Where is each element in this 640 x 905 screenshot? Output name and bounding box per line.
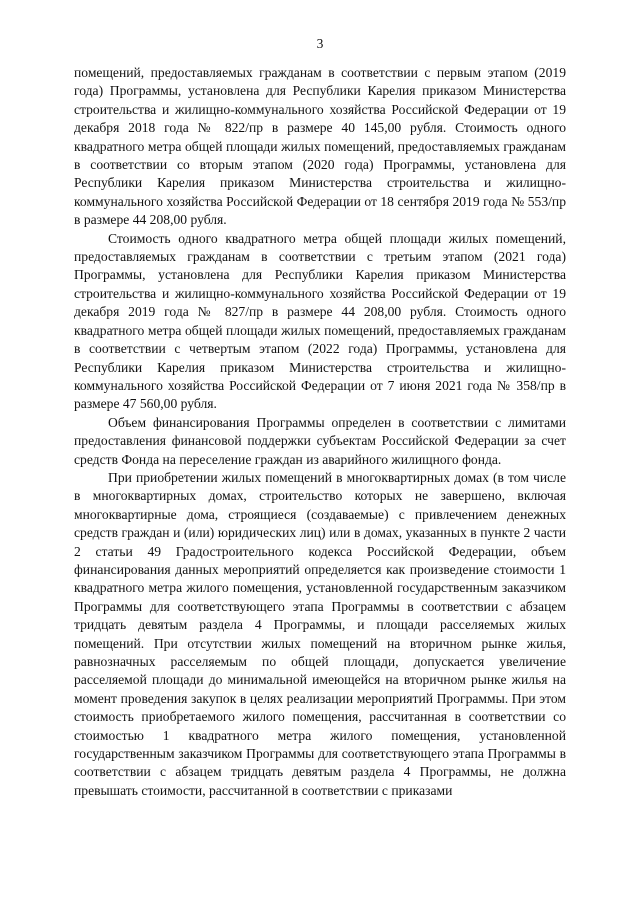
document-body	[74, 64, 566, 800]
paragraph-3: Объем финансирования Программы определен в соответствии с лимитами предоставления финансовой поддержки субъектам Российской Федерации за счет средств Фонда на переселение граждан из аварийного жилищного фонда.	[74, 414, 566, 467]
paragraph-1: помещений, предоставляемых гражданам в соответствии с первым этапом (2019 года) Программы, установлена для Республики Карелия приказом Министерства строительства и жилищно-коммунального хозяйства Российской Федерации от 19 декабря 2018 года № 822/пр в размере 40 145,00 рубля. Стоимость одного квадратного метра общей площади жилых помещений, предоставляемых гражданам в соответствии со вторым этапом (2020 года) Программы, установлена для Республики Карелия приказом Министерства строительства и жилищно-коммунального хозяйства Российской Федерации от 18 сентября 2019 года № 553/пр в размере 44 208,00 рубля.	[74, 65, 566, 228]
paragraph-4: При приобретении жилых помещений в многоквартирных домах (в том числе в многоквартирных домах, строительство которых не завершено, включая многоквартирные дома, строящиеся (создаваемые) с привлечением денежных средств граждан и (или) юридических лиц) или в домах, указанных в пункте 2 части 2 статьи 49 Градостроительного кодекса Российской Федерации, объем финансирования данных мероприятий определяется как произведение стоимости 1 квадратного метра жилого помещения, установленной государственным заказчиком Программы для соответствующего этапа Программы в соответствии с абзацем тридцать девятым раздела 4 Программы, и площади расселяемых жилых помещений. При отсутствии жилых помещений на вторичном рынке жилья, равнозначных расселяемым по общей площади, допускается увеличение расселяемой площади до минимальной имеющейся на вторичном рынке жилья на момент проведения закупок в целях реализации мероприятий Программы. При этом стоимость приобретаемого жилого помещения, рассчитанная в соответствии со стоимостью 1 квадратного метра жилого помещения, установленной государственным заказчиком Программы для соответствующего этапа Программы в соответствии с абзацем тридцать девятым раздела 4 Программы, не должна превышать стоимости, рассчитанной в соответствии с приказами	[74, 469, 566, 798]
paragraph-2: Стоимость одного квадратного метра общей площади жилых помещений, предоставляемых гражданам в соответствии с третьим этапом (2021 года) Программы, установлена для Республики Карелия приказом Министерства строительства и жилищно-коммунального хозяйства Российской Федерации от 19 декабря 2019 года № 827/пр в размере 44 208,00 рубля. Стоимость одного квадратного метра общей площади жилых помещений, предоставляемых гражданам в соответствии с четвертым этапом (2022 года) Программы, установлена для Республики Карелия приказом Министерства строительства и жилищно-коммунального хозяйства Российской Федерации от 7 июня 2021 года № 358/пр в размере 47 560,00 рубля.	[74, 230, 566, 412]
page-number: 3	[316, 36, 324, 51]
